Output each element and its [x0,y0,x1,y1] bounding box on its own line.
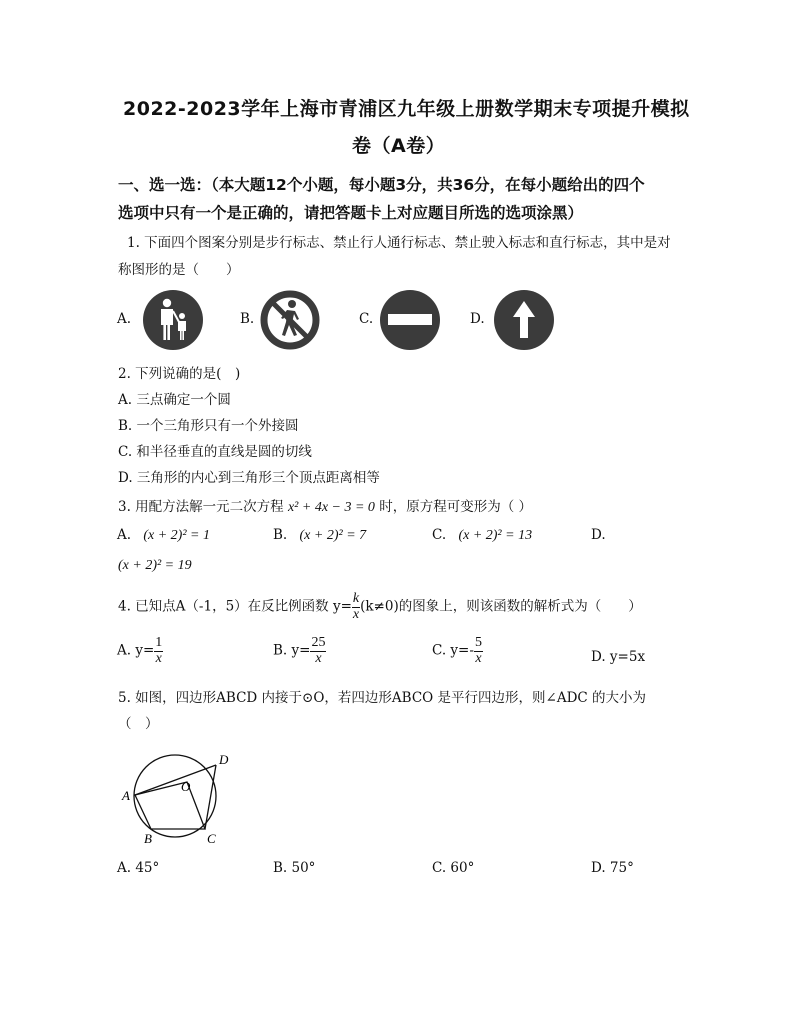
q4-fraction-denominator: x [352,606,360,622]
label-d: D [219,752,229,767]
q1-stem: 1. 下面四个图案分别是步行标志、禁止行人通行标志、禁止驶入标志和直行标志，其中是对 [127,235,671,251]
q4-option-a-numerator: 1 [155,635,163,650]
section-header-line1: 一、选一选：（本大题12个小题，每小题3分，共36分，在每小题给出的四个 [118,176,645,194]
q3-option-c-label: C. [432,527,447,543]
q3-option-d-label: D. [591,527,606,543]
q4-option-b-fraction [310,636,326,666]
q1-option-d-label: D. [470,311,485,327]
q3-option-a-label: A. [117,527,132,543]
q5-stem-cont: （ ） [118,716,159,732]
q4-stem-prefix: 4. 已知点A（-1，5）在反比例函数 y= [118,598,352,615]
q3-option-c-expr: (x + 2)² = 13 [458,528,533,543]
q3-option-b-expr: (x + 2)² = 7 [299,528,367,543]
page-title: 2022-2023学年上海市青浦区九年级上册数学期末专项提升模拟 [123,98,690,120]
straight-ahead-sign-icon [493,289,555,351]
q1-option-b-label: B. [240,311,255,327]
q2-option-c: C. 和半径垂直的直线是圆的切线 [118,444,312,460]
q4-option-a-denominator: x [155,650,162,666]
q5-stem: 5. 如图，四边形ABCD 内接于⊙O，若四边形ABCO 是平行四边形，则∠ADC 的大小为 [118,690,647,706]
q4-option-d: D. y=5x [591,649,646,665]
page-title-continued: 卷（A卷） [352,135,446,157]
circle-quadrilateral-figure [118,745,243,850]
q5-option-a: A. 45° [117,860,160,876]
section-header-line2: 选项中只有一个是正确的，请把答题卡上对应题目所选的选项涂黑） [118,204,584,222]
q4-option-c-prefix: C. y=- [432,642,474,659]
q1-stem-cont: 称图形的是（ ） [118,262,240,278]
q3-option-b-label: B. [273,527,288,543]
q4-option-b-numerator: 25 [311,635,326,650]
segment-ad [135,765,216,795]
q3-option-a-expr: (x + 2)² = 1 [143,528,210,543]
q2-option-a: A. 三点确定一个圆 [118,392,231,408]
no-entry-sign-icon [379,289,441,351]
q5-option-c: C. 60° [432,860,475,876]
q4-option-b-prefix: B. y= [273,642,311,659]
q4-stem-fraction [352,592,360,622]
q4-option-a-prefix: A. y= [117,642,155,659]
q3-stem-prefix: 3. 用配方法解一元二次方程 [118,499,284,515]
q4-option-a-fraction [154,636,163,666]
q4-option-c [432,636,483,666]
q3-option-c [432,527,532,544]
pedestrian-sign-icon [142,289,204,351]
label-o: O [181,779,191,794]
q3-stem-suffix: 时，原方程可变形为（ ） [379,499,533,515]
q5-option-d: D. 75° [591,860,634,876]
q1-option-a-label: A. [117,311,132,327]
q4-fraction-numerator: k [352,591,360,606]
parallelogram-abco [135,782,205,829]
q2-option-d: D. 三角形的内心到三角形三个顶点距离相等 [118,470,380,486]
q2-stem: 2. 下列说确的是( ) [118,366,241,382]
q4-option-c-denominator: x [475,650,482,666]
q4-option-c-numerator: 5 [474,635,482,650]
q4-option-c-fraction [474,636,483,666]
q4-option-b-denominator: x [315,650,322,666]
q3-equation: x² + 4x − 3 = 0 [287,500,375,515]
q4-stem [118,592,642,622]
q3-option-a [117,527,210,544]
label-c: C [207,831,216,846]
label-b: B [144,831,152,846]
no-pedestrian-sign-icon [259,289,321,351]
q3-option-b [273,527,366,544]
q4-option-b [273,636,326,666]
q5-option-b: B. 50° [273,860,316,876]
q2-option-b: B. 一个三角形只有一个外接圆 [118,418,299,434]
q3-stem [118,495,532,516]
label-a: A [122,788,130,803]
q4-option-a [117,636,163,666]
q4-stem-suffix: (k≠0)的图象上，则该函数的解析式为（ ） [360,598,642,615]
q1-option-c-label: C. [359,311,374,327]
q3-option-d-expr: (x + 2)² = 19 [118,558,192,573]
